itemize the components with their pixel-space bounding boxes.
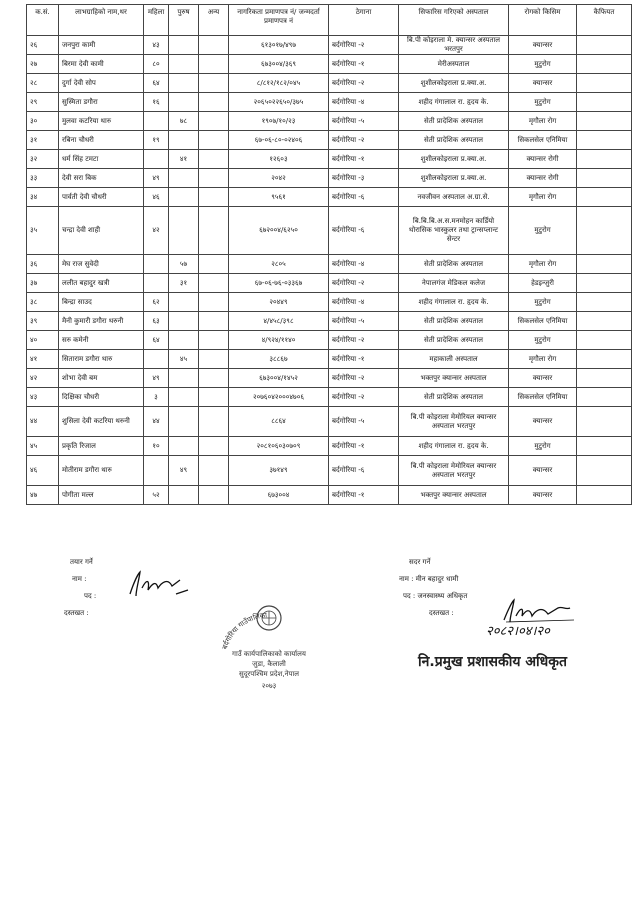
row-hospital: नवजीवन अस्पताल अ.ग्रा.से. <box>399 188 509 207</box>
row-address: बर्दगोरिया -२ <box>329 74 399 93</box>
row-address: बर्दगोरिया -१ <box>329 437 399 456</box>
row-male <box>169 36 199 55</box>
row-serial: ३२ <box>27 150 59 169</box>
row-hospital: मेरीअस्पताल <box>399 55 509 74</box>
row-id-number: २८०५ <box>229 255 329 274</box>
row-address: बर्दगोरिया -२ <box>329 274 399 293</box>
row-other <box>199 486 229 505</box>
row-female: ४३ <box>144 36 169 55</box>
row-male <box>169 188 199 207</box>
table-row <box>27 388 632 407</box>
row-disease: हेडइन्जुरी <box>509 274 577 293</box>
row-serial: ३४ <box>27 188 59 207</box>
row-male <box>169 437 199 456</box>
row-name: सरु कमेनी <box>59 331 144 350</box>
row-id-number: ३८८६७ <box>229 350 329 369</box>
row-hospital: सेती प्रादेशिक अस्पताल <box>399 388 509 407</box>
row-female: १० <box>144 437 169 456</box>
row-hospital: सेती प्रादेशिक अस्पताल <box>399 312 509 331</box>
table-row <box>27 188 632 207</box>
preparer-name-label: नाम : <box>72 575 87 583</box>
row-hospital: सेती प्रादेशिक अस्पताल <box>399 255 509 274</box>
row-address: बर्दगोरिया -४ <box>329 255 399 274</box>
row-male: ४९ <box>169 456 199 486</box>
approver-heading: सदर गर्ने <box>409 558 431 566</box>
row-remark <box>577 369 632 388</box>
row-name: शुसिला देवी कटरिया थरुनी <box>59 407 144 437</box>
table-row <box>27 112 632 131</box>
row-other <box>199 350 229 369</box>
row-male: ४५ <box>169 350 199 369</box>
row-id-number: २०४२ <box>229 169 329 188</box>
table-row <box>27 437 632 456</box>
row-other <box>199 188 229 207</box>
table-row <box>27 274 632 293</box>
row-disease: सिकलसेल एनिमिया <box>509 131 577 150</box>
row-disease: क्यान्सर रोगी <box>509 169 577 188</box>
row-male <box>169 207 199 255</box>
row-hospital: शुशीलकोइराला प्र.क्या.अ. <box>399 74 509 93</box>
table-row <box>27 74 632 93</box>
row-address: बर्दगोरिया -२ <box>329 131 399 150</box>
row-female <box>144 456 169 486</box>
row-name: सुस्मिता डगौरा <box>59 93 144 112</box>
row-name: पार्वती देवी चौधरी <box>59 188 144 207</box>
preparer-signature-icon <box>124 568 194 600</box>
row-disease: क्यान्सर <box>509 407 577 437</box>
row-address: बर्दगोरिया -२ <box>329 36 399 55</box>
row-serial: ३८ <box>27 293 59 312</box>
row-name: प्रकृति रिजाल <box>59 437 144 456</box>
row-male <box>169 131 199 150</box>
row-female: ४६ <box>144 188 169 207</box>
row-remark <box>577 207 632 255</box>
row-other <box>199 369 229 388</box>
row-id-number: २०४४९ <box>229 293 329 312</box>
row-remark <box>577 293 632 312</box>
row-serial: ३७ <box>27 274 59 293</box>
row-remark <box>577 55 632 74</box>
row-other <box>199 169 229 188</box>
stamp-line-year: २०७३ <box>261 682 277 690</box>
row-female: ६४ <box>144 331 169 350</box>
row-hospital: शहीद गंगालाल रा. हृदय के. <box>399 437 509 456</box>
row-serial: ४७ <box>27 486 59 505</box>
row-id-number: १९०७/१०/२३ <box>229 112 329 131</box>
row-name: मोतीराम डगौरा थारु <box>59 456 144 486</box>
row-address: बर्दगोरिया -२ <box>329 388 399 407</box>
row-serial: २९ <box>27 93 59 112</box>
row-hospital: बि.बि.बि.अ.स.मनमोहन कार्डियो थोरासिक भास्कुलर तथा ट्रान्सप्लान्ट सेन्टर <box>399 207 509 255</box>
row-address: बर्दगोरिया -६ <box>329 456 399 486</box>
row-serial: ४२ <box>27 369 59 388</box>
row-address: बर्दगोरिया -१ <box>329 486 399 505</box>
row-id-number: ६७३००४ <box>229 486 329 505</box>
stamp-line-office: बर्दगोरिया गाउँपालिका <box>220 611 268 651</box>
row-other <box>199 150 229 169</box>
row-serial: २६ <box>27 36 59 55</box>
row-remark <box>577 112 632 131</box>
row-other <box>199 293 229 312</box>
row-hospital: सेती प्रादेशिक अस्पताल <box>399 131 509 150</box>
row-serial: ४० <box>27 331 59 350</box>
row-name: मेघ राज सुवेदी <box>59 255 144 274</box>
row-name: चन्द्रा देवी शाही <box>59 207 144 255</box>
row-hospital: शुशीलकोइराला प्र.क्या.अ. <box>399 169 509 188</box>
row-id-number: ६७-०६-८०-०२४०६ <box>229 131 329 150</box>
row-disease: क्यान्सर <box>509 36 577 55</box>
table-row <box>27 486 632 505</box>
row-disease: क्यान्सर <box>509 486 577 505</box>
row-hospital: बि.पी कोइराला मेमोरियल क्यान्सर अस्पताल भरतपुर <box>399 456 509 486</box>
header-other: अन्य <box>199 5 229 36</box>
header-hospital: सिफारिस गरिएको अस्पताल <box>399 5 509 36</box>
table-row <box>27 407 632 437</box>
row-id-number: २०७६०४२०००४७०६ <box>229 388 329 407</box>
row-female: ८० <box>144 55 169 74</box>
row-other <box>199 388 229 407</box>
header-female: महिला <box>144 5 169 36</box>
header-name: लाभग्राहिको नाम,थर <box>59 5 144 36</box>
preparer-post-label: पद : <box>84 592 97 600</box>
header-serial: क.सं. <box>27 5 59 36</box>
row-female: ५२ <box>144 486 169 505</box>
row-remark <box>577 188 632 207</box>
row-id-number: ६१३०१७/४९७ <box>229 36 329 55</box>
row-hospital: शुशीलकोइराला प्र.क्या.अ. <box>399 150 509 169</box>
row-id-number: २०६५०२२६५०/३७५ <box>229 93 329 112</box>
row-id-number: ४/४५८/३९८ <box>229 312 329 331</box>
row-address: बर्दगोरिया -४ <box>329 93 399 112</box>
row-female <box>144 274 169 293</box>
row-male <box>169 55 199 74</box>
row-serial: ३० <box>27 112 59 131</box>
row-disease: मृगौला रोग <box>509 350 577 369</box>
row-female: ६३ <box>144 312 169 331</box>
row-id-number: १२६०३ <box>229 150 329 169</box>
row-hospital: बि.पी कोइराला मे. क्यान्सर अस्पताल भरतपुर <box>399 36 509 55</box>
row-address: बर्दगोरिया -१ <box>329 150 399 169</box>
row-female: ३ <box>144 388 169 407</box>
table-row <box>27 169 632 188</box>
table-row <box>27 93 632 112</box>
table-row <box>27 293 632 312</box>
row-remark <box>577 255 632 274</box>
stamp-line-province: सुदूरपश्चिम प्रदेश,नेपाल <box>238 670 300 678</box>
row-address: बर्दगोरिया -३ <box>329 169 399 188</box>
row-other <box>199 74 229 93</box>
row-female: ६२ <box>144 293 169 312</box>
row-address: बर्दगोरिया -५ <box>329 112 399 131</box>
row-serial: २७ <box>27 55 59 74</box>
table-row <box>27 312 632 331</box>
row-female <box>144 150 169 169</box>
row-serial: ३९ <box>27 312 59 331</box>
row-id-number: ९५६१ <box>229 188 329 207</box>
row-address: बर्दगोरिया -२ <box>329 331 399 350</box>
row-disease: क्यान्सर <box>509 456 577 486</box>
table-row <box>27 131 632 150</box>
row-name: सिताराम डगौरा थारु <box>59 350 144 369</box>
row-name: मैनी कुमारी डगौरा थरुनी <box>59 312 144 331</box>
row-female: ४२ <box>144 207 169 255</box>
row-male <box>169 407 199 437</box>
table-row <box>27 150 632 169</box>
row-name: रबिना चौधरी <box>59 131 144 150</box>
row-hospital: शहीद गंगालाल रा. हृदय के. <box>399 293 509 312</box>
table-row <box>27 36 632 55</box>
row-serial: ४४ <box>27 407 59 437</box>
row-remark <box>577 36 632 55</box>
row-disease: मुटुरोग <box>509 437 577 456</box>
row-disease: सिकलसेल एनिमिया <box>509 388 577 407</box>
row-other <box>199 456 229 486</box>
row-other <box>199 93 229 112</box>
stamp-line-place: जुडा, कैलाली <box>252 660 286 668</box>
row-male <box>169 293 199 312</box>
row-name: दिक्षिका चौधरी <box>59 388 144 407</box>
row-name: देवी सरा बिक <box>59 169 144 188</box>
row-serial: ३५ <box>27 207 59 255</box>
row-address: बर्दगोरिया -१ <box>329 350 399 369</box>
row-disease: क्यान्सर <box>509 74 577 93</box>
approver-name: नाम : मीन बहादुर धामी <box>399 575 459 583</box>
row-male <box>169 486 199 505</box>
table-row <box>27 55 632 74</box>
row-name: पोगीता मल्ल <box>59 486 144 505</box>
row-hospital: शहीद गंगालाल रा. हृदय के. <box>399 93 509 112</box>
row-remark <box>577 131 632 150</box>
row-name: धर्म सिंह टमटा <box>59 150 144 169</box>
row-female <box>144 255 169 274</box>
row-serial: ४५ <box>27 437 59 456</box>
row-male <box>169 74 199 93</box>
row-remark <box>577 456 632 486</box>
row-other <box>199 255 229 274</box>
row-hospital: महाकाली अस्पताल <box>399 350 509 369</box>
approver-signature-date: २०८२।०४।२० <box>486 624 550 639</box>
row-male <box>169 93 199 112</box>
row-female <box>144 112 169 131</box>
row-other <box>199 131 229 150</box>
row-serial: ४६ <box>27 456 59 486</box>
header-remark: कैफियत <box>577 5 632 36</box>
beneficiary-table <box>26 4 632 505</box>
row-name: बिन्द्रा साउद <box>59 293 144 312</box>
row-id-number: २०८१०६०३०७०९ <box>229 437 329 456</box>
row-male <box>169 369 199 388</box>
row-disease: सिकलसेल एनिमिया <box>509 312 577 331</box>
stamp-line-executive: गाउँ कार्यपालिकाको कार्यालय <box>232 650 306 658</box>
row-name: शोभा देवी बम <box>59 369 144 388</box>
row-address: बर्दगोरिया -५ <box>329 407 399 437</box>
row-hospital: भक्तपुर क्यान्सर अस्पताल <box>399 369 509 388</box>
row-female: ६४ <box>144 74 169 93</box>
row-name: ललीत बहादुर खत्री <box>59 274 144 293</box>
approver-signature-label: दस्तखत : <box>429 609 454 617</box>
row-other <box>199 55 229 74</box>
row-id-number: ८/८१२/१८२/०४५ <box>229 74 329 93</box>
row-disease: मृगौला रोग <box>509 112 577 131</box>
table-row <box>27 456 632 486</box>
row-address: बर्दगोरिया -६ <box>329 188 399 207</box>
row-address: बर्दगोरिया -१ <box>329 55 399 74</box>
row-id-number: ६७-०६-७६-०३३६७ <box>229 274 329 293</box>
row-serial: २८ <box>27 74 59 93</box>
header-disease: रोगको किसिम <box>509 5 577 36</box>
row-address: बर्दगोरिया -६ <box>329 207 399 255</box>
row-remark <box>577 331 632 350</box>
preparer-signature-label: दस्तखत : <box>64 609 89 617</box>
row-disease: क्यान्सर <box>509 369 577 388</box>
row-remark <box>577 388 632 407</box>
row-hospital: नेपालगंज मेडिकल कलेज <box>399 274 509 293</box>
row-disease: मृगौला रोग <box>509 255 577 274</box>
row-id-number: ६७२००४/६२५० <box>229 207 329 255</box>
row-name: मुलवा कटरिया थारु <box>59 112 144 131</box>
row-remark <box>577 150 632 169</box>
table-row <box>27 350 632 369</box>
row-female <box>144 350 169 369</box>
row-male: ४१ <box>169 150 199 169</box>
preparer-heading: तयार गर्ने <box>70 558 93 566</box>
row-male: ३१ <box>169 274 199 293</box>
office-seal-icon <box>214 594 324 704</box>
row-other <box>199 274 229 293</box>
row-serial: ४१ <box>27 350 59 369</box>
row-name: दुर्गा देवी सोप <box>59 74 144 93</box>
row-serial: ३१ <box>27 131 59 150</box>
row-female: ४४ <box>144 407 169 437</box>
row-id-number: ३७१४९ <box>229 456 329 486</box>
row-male <box>169 388 199 407</box>
row-address: बर्दगोरिया -२ <box>329 369 399 388</box>
header-male: पुरुष <box>169 5 199 36</box>
row-male <box>169 331 199 350</box>
table-row <box>27 369 632 388</box>
table-header-row <box>27 5 632 36</box>
row-female: १९ <box>144 131 169 150</box>
table-row <box>27 331 632 350</box>
row-remark <box>577 437 632 456</box>
row-male <box>169 169 199 188</box>
row-serial: ३३ <box>27 169 59 188</box>
row-female: ४९ <box>144 369 169 388</box>
row-other <box>199 112 229 131</box>
row-disease: मुटुरोग <box>509 331 577 350</box>
table-row <box>27 207 632 255</box>
row-remark <box>577 169 632 188</box>
row-disease: मृगौला रोग <box>509 188 577 207</box>
row-hospital: सेती प्रादेशिक अस्पताल <box>399 331 509 350</box>
row-disease: मुटुरोग <box>509 207 577 255</box>
row-serial: ३६ <box>27 255 59 274</box>
row-address: बर्दगोरिया -५ <box>329 312 399 331</box>
row-male <box>169 312 199 331</box>
table-body <box>27 36 632 505</box>
row-male: ७८ <box>169 112 199 131</box>
row-id-number: ८८६४ <box>229 407 329 437</box>
row-other <box>199 312 229 331</box>
officer-title: नि.प्रमुख प्रशासकीय अधिकृत <box>418 654 567 670</box>
row-other <box>199 437 229 456</box>
row-serial: ४३ <box>27 388 59 407</box>
row-disease: क्यान्सर रोगी <box>509 150 577 169</box>
row-name: जनपुरा कामी <box>59 36 144 55</box>
table-row <box>27 255 632 274</box>
row-address: बर्दगोरिया -४ <box>329 293 399 312</box>
row-remark <box>577 93 632 112</box>
row-disease: मुटुरोग <box>509 55 577 74</box>
row-disease: मुटुरोग <box>509 93 577 112</box>
row-female: १६ <box>144 93 169 112</box>
header-address: ठेगाना <box>329 5 399 36</box>
row-remark <box>577 350 632 369</box>
row-remark <box>577 312 632 331</box>
row-id-number: ६७३००४/३६९ <box>229 55 329 74</box>
row-other <box>199 36 229 55</box>
row-female: ४९ <box>144 169 169 188</box>
header-id-number: नागरिकता प्रमाणपत्र नं/ जन्मदर्ता प्रमाणपत्र नं <box>229 5 329 36</box>
row-male: ५७ <box>169 255 199 274</box>
row-remark <box>577 274 632 293</box>
row-id-number: ६७३००४/१४५२ <box>229 369 329 388</box>
row-hospital: बि.पी कोइराला मेमोरियल क्यान्सर अस्पताल भरतपुर <box>399 407 509 437</box>
row-remark <box>577 486 632 505</box>
svg-text:बर्दगोरिया गाउँपालिका <box>221 611 268 650</box>
row-hospital: सेती प्रादेशिक अस्पताल <box>399 112 509 131</box>
row-hospital: भक्तपुर क्यान्सर अस्पताल <box>399 486 509 505</box>
approver-post: पद : जनस्वास्थ्य अधिकृत <box>403 592 468 600</box>
row-other <box>199 331 229 350</box>
row-remark <box>577 74 632 93</box>
row-disease: मुटुरोग <box>509 293 577 312</box>
row-id-number: ४/९२४/११४० <box>229 331 329 350</box>
row-other <box>199 207 229 255</box>
row-other <box>199 407 229 437</box>
row-name: बिरमा देवी कामी <box>59 55 144 74</box>
row-remark <box>577 407 632 437</box>
